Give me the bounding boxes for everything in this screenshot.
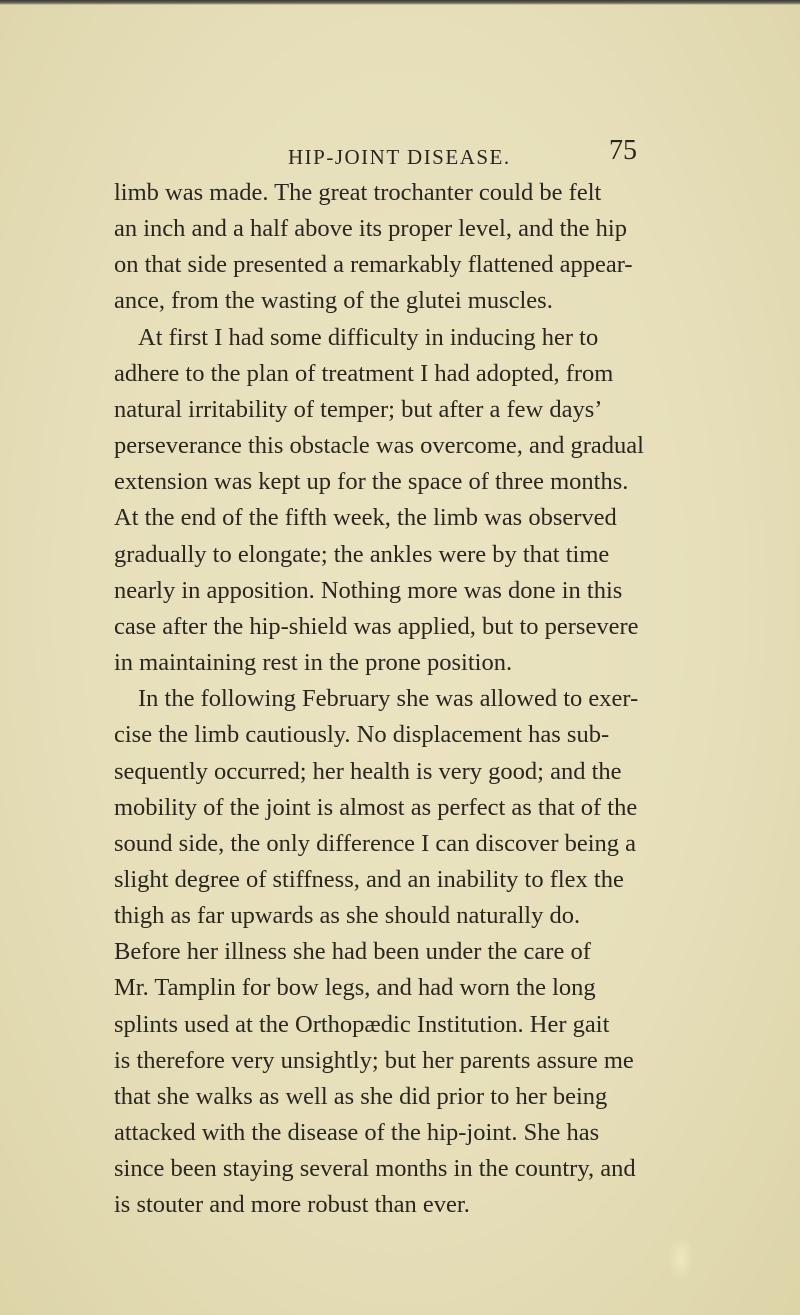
paragraph-start-line: At first I had some difficulty in inducing her to	[138, 323, 599, 351]
text-line: Before her illness she had been under the care of	[114, 938, 591, 966]
running-head-title: HIP-JOINT DISEASE.	[288, 145, 511, 169]
text-line: is therefore very unsightly; but her parents assure me	[114, 1046, 634, 1074]
text-line: thigh as far upwards as she should naturally do.	[114, 902, 581, 930]
text-line: is stouter and more robust than ever.	[114, 1191, 470, 1219]
text-line: sequently occurred; her health is very good; and the	[114, 757, 622, 785]
paragraph-start-line: In the following February she was allowed to exer-	[138, 685, 639, 713]
text-line: Mr. Tamplin for bow legs, and had worn the long	[114, 974, 596, 1002]
text-line: an inch and a half above its proper level, and the hip	[114, 215, 627, 243]
text-line: natural irritability of temper; but after a few days’	[114, 395, 603, 423]
text-line: slight degree of stiffness, and an inability to flex the	[114, 865, 624, 893]
body-text	[114, 175, 674, 1224]
text-line: cise the limb cautiously. No displacement has sub-	[114, 721, 610, 749]
text-line: in maintaining rest in the prone position.	[114, 649, 513, 677]
text-line: adhere to the plan of treatment I had adopted, from	[114, 359, 614, 387]
page-top-edge	[0, 0, 800, 5]
text-line: sound side, the only difference I can discover being a	[114, 829, 637, 857]
text-line: case after the hip-shield was applied, but to persevere	[114, 612, 639, 640]
text-line: limb was made. The great trochanter could be felt	[114, 179, 602, 206]
page-number: 75	[609, 135, 637, 166]
text-line: extension was kept up for the space of three months.	[114, 468, 629, 496]
text-line: perseverance this obstacle was overcome, and gradual	[114, 432, 644, 460]
text-line: on that side presented a remarkably flattened appear-	[114, 251, 633, 279]
text-line: attacked with the disease of the hip-joint. She has	[114, 1119, 600, 1147]
text-line: splints used at the Orthopædic Institution. Her gait	[114, 1010, 610, 1038]
text-line: since been staying several months in the country, and	[114, 1155, 636, 1183]
text-line: gradually to elongate; the ankles were by that time	[114, 540, 610, 568]
text-line: ance, from the wasting of the glutei muscles.	[114, 287, 553, 315]
text-line: mobility of the joint is almost as perfect as that of the	[114, 793, 638, 821]
running-head	[0, 135, 800, 172]
paper-stain	[668, 1236, 694, 1282]
text-line: At the end of the fifth week, the limb was observed	[114, 504, 617, 532]
text-line: that she walks as well as she did prior to her being	[114, 1082, 608, 1110]
text-line: nearly in apposition. Nothing more was done in this	[114, 576, 623, 604]
